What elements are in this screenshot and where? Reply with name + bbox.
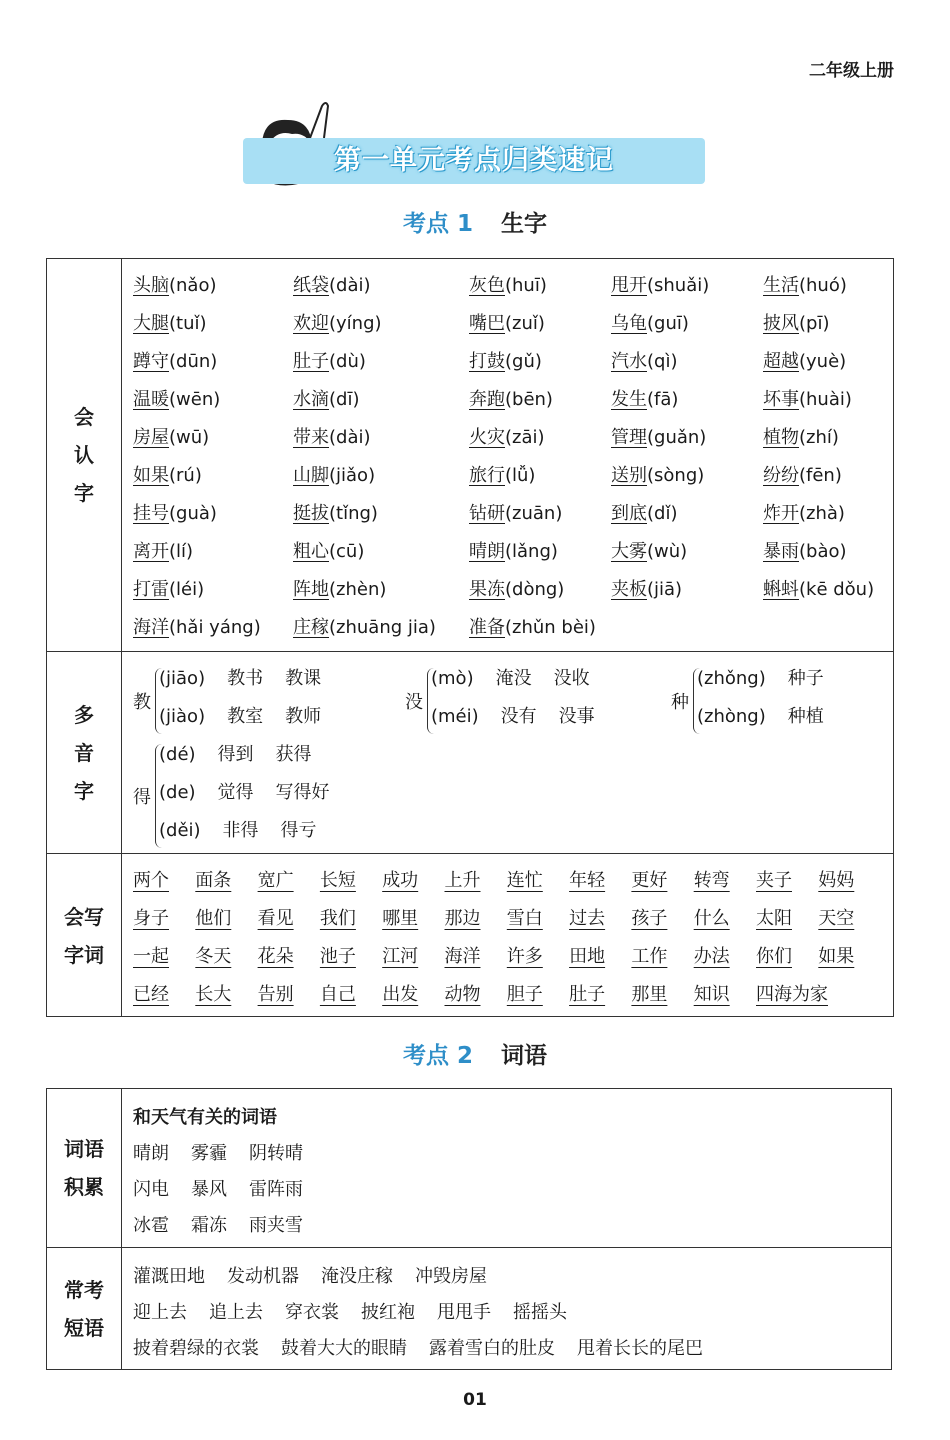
polyphone-pinyin: (dé) xyxy=(159,744,196,765)
recognize-word-cell xyxy=(763,423,839,449)
write-word: 已经 xyxy=(133,984,169,1005)
recognize-word: 夹板 xyxy=(611,579,647,600)
section-2-title xyxy=(0,1037,950,1070)
recognize-pinyin: (zuǐ) xyxy=(505,313,545,334)
recognize-word-cell xyxy=(763,537,847,563)
recognize-word: 晴朗 xyxy=(469,541,505,562)
recognize-word: 挺拔 xyxy=(293,503,329,524)
section-2-text: 词语 xyxy=(501,1043,547,1069)
phrase-item: 灌溉田地 xyxy=(133,1266,205,1287)
polyphone-row xyxy=(47,651,893,854)
recognize-word-cell xyxy=(293,537,364,563)
write-word: 宽广 xyxy=(257,870,294,891)
recognize-word-cell xyxy=(763,499,845,525)
recognize-word: 庄稼 xyxy=(293,617,329,638)
write-word: 冬天 xyxy=(195,946,232,967)
recognize-word-cell xyxy=(469,271,547,297)
polyphone-line xyxy=(159,816,339,842)
write-word: 自己 xyxy=(319,984,356,1005)
recognize-word-cell xyxy=(133,309,207,335)
write-word: 太阳 xyxy=(756,908,792,929)
recognize-word: 如果 xyxy=(133,465,169,486)
characters-table xyxy=(46,258,894,1017)
polyphone-word: 淹没 xyxy=(495,668,532,689)
recognize-word: 粗心 xyxy=(293,541,329,562)
write-row xyxy=(47,853,893,1017)
write-word: 转弯 xyxy=(693,870,730,891)
phrase-line xyxy=(133,1262,509,1288)
polyphone-label: 多 音 字 xyxy=(47,652,122,854)
recognize-pinyin: (fā) xyxy=(647,389,679,410)
write-word: 告别 xyxy=(257,984,294,1005)
polyphone-word: 教师 xyxy=(285,706,322,727)
polyphone-char: 没 xyxy=(405,692,423,713)
recognize-word-cell xyxy=(611,347,677,373)
recognize-pinyin: (lǚ) xyxy=(505,465,536,486)
recognize-word: 离开 xyxy=(133,541,169,562)
recognize-word-cell xyxy=(469,309,545,335)
write-word: 两个 xyxy=(133,870,169,891)
recognize-word: 打鼓 xyxy=(469,351,505,372)
polyphone-word: 得到 xyxy=(217,744,254,765)
unit-title-banner: 第一单元考点归类速记 xyxy=(243,138,705,184)
polyphone-line xyxy=(159,702,343,728)
write-word: 他们 xyxy=(195,908,232,929)
recognize-pinyin: (léi) xyxy=(169,579,205,600)
polyphone-pinyin: (zhòng) xyxy=(697,706,766,727)
recognize-word-cell xyxy=(611,423,706,449)
polyphone-line xyxy=(697,702,846,728)
recognize-word-cell xyxy=(133,499,217,525)
recognize-word-cell xyxy=(763,309,829,335)
recognize-word: 山脚 xyxy=(293,465,329,486)
write-word: 海洋 xyxy=(444,946,481,967)
vocab-word: 雷阵雨 xyxy=(249,1179,303,1200)
recognize-word-cell xyxy=(293,613,436,639)
phrases-row xyxy=(47,1247,891,1370)
polyphone-word: 没有 xyxy=(500,706,537,727)
write-word: 天空 xyxy=(818,908,855,929)
recognize-word: 大腿 xyxy=(133,313,169,334)
write-word: 工作 xyxy=(631,946,668,967)
recognize-word-cell xyxy=(133,271,217,297)
polyphone-word: 种植 xyxy=(787,706,824,727)
write-word: 胆子 xyxy=(506,984,543,1005)
write-word: 池子 xyxy=(319,946,356,967)
recognize-word-cell xyxy=(133,575,204,601)
recognize-pinyin: (yíng) xyxy=(329,313,382,334)
recognize-word-cell xyxy=(611,461,704,487)
phrase-line xyxy=(133,1298,589,1324)
recognize-word: 生活 xyxy=(763,275,799,296)
polyphone-word: 得亏 xyxy=(280,820,317,841)
recognize-word: 海洋 xyxy=(133,617,169,638)
recognize-pinyin: (bào) xyxy=(799,541,847,562)
recognize-word-cell xyxy=(293,309,382,335)
recognize-word-cell xyxy=(611,537,687,563)
recognize-pinyin: (huī) xyxy=(505,275,547,296)
recognize-word: 蹲守 xyxy=(133,351,169,372)
recognize-word-cell xyxy=(133,613,261,639)
recognize-pinyin: (zhí) xyxy=(799,427,839,448)
recognize-word: 欢迎 xyxy=(293,313,329,334)
recognize-word: 钻研 xyxy=(469,503,505,524)
polyphone-line xyxy=(431,664,612,690)
recognize-pinyin: (guī) xyxy=(647,313,689,334)
polyphone-pinyin: (de) xyxy=(159,782,196,803)
recognize-word-cell xyxy=(293,347,366,373)
polyphone-char: 得 xyxy=(133,787,151,808)
recognize-pinyin: (wù) xyxy=(647,541,688,562)
recognize-word-cell xyxy=(293,499,378,525)
recognize-word: 旅行 xyxy=(469,465,505,486)
recognize-word: 蝌蚪 xyxy=(763,579,799,600)
vocab-word: 阴转晴 xyxy=(249,1143,303,1164)
recognize-word: 水滴 xyxy=(293,389,329,410)
recognize-pinyin: (jiā) xyxy=(647,579,683,600)
vocab-word: 冰雹 xyxy=(133,1215,169,1236)
write-word: 看见 xyxy=(257,908,294,929)
recognize-word-cell xyxy=(469,613,596,639)
recognize-row xyxy=(47,259,893,651)
recognize-word-cell xyxy=(133,347,217,373)
write-word: 雪白 xyxy=(506,908,543,929)
recognize-word: 到底 xyxy=(611,503,647,524)
polyphone-pinyin: (jiào) xyxy=(159,706,206,727)
page-number: 01 xyxy=(463,1390,487,1410)
recognize-word: 乌龟 xyxy=(611,313,647,334)
phrase-line xyxy=(133,1334,725,1360)
recognize-pinyin: (cū) xyxy=(329,541,365,562)
recognize-pinyin: (shuǎi) xyxy=(647,275,710,296)
polyphone-line xyxy=(159,778,352,804)
recognize-word: 发生 xyxy=(611,389,647,410)
write-word: 办法 xyxy=(693,946,730,967)
polyphone-word: 非得 xyxy=(222,820,259,841)
phrase-item: 迎上去 xyxy=(133,1302,187,1323)
write-word: 连忙 xyxy=(506,870,543,891)
write-word: 你们 xyxy=(756,946,792,967)
write-label: 会写 字词 xyxy=(47,854,122,1017)
write-word: 四海为家 xyxy=(756,984,828,1005)
vocab-row xyxy=(47,1089,891,1247)
recognize-word: 暴雨 xyxy=(763,541,799,562)
write-word: 哪里 xyxy=(382,908,419,929)
recognize-word: 打雷 xyxy=(133,579,169,600)
recognize-word-cell xyxy=(133,423,209,449)
phrase-item: 鼓着大大的眼睛 xyxy=(281,1338,407,1359)
vocab-label: 词语 积累 xyxy=(47,1089,122,1247)
recognize-word: 披风 xyxy=(763,313,799,334)
write-word: 肚子 xyxy=(569,984,606,1005)
vocab-word: 雨夹雪 xyxy=(249,1215,303,1236)
recognize-word: 嘴巴 xyxy=(469,313,505,334)
write-word: 那里 xyxy=(631,984,668,1005)
recognize-word-cell xyxy=(133,385,220,411)
write-word: 江河 xyxy=(382,946,419,967)
phrases-label: 常考 短语 xyxy=(47,1248,122,1370)
recognize-word: 火灾 xyxy=(469,427,505,448)
vocab-word: 闪电 xyxy=(133,1179,169,1200)
section-1-title xyxy=(0,205,950,238)
recognize-pinyin: (fēn) xyxy=(799,465,842,486)
vocab-line xyxy=(133,1139,325,1165)
write-word: 知识 xyxy=(693,984,730,1005)
recognize-pinyin: (dǐ) xyxy=(647,503,678,524)
recognize-pinyin: (gǔ) xyxy=(505,351,542,372)
polyphone-pinyin: (zhǒng) xyxy=(697,668,766,689)
vocab-heading: 和天气有关的词语 xyxy=(133,1107,277,1128)
write-word: 面条 xyxy=(195,870,232,891)
recognize-word: 大雾 xyxy=(611,541,647,562)
phrase-item: 披红袍 xyxy=(361,1302,415,1323)
recognize-word: 阵地 xyxy=(293,579,329,600)
recognize-word: 温暖 xyxy=(133,389,169,410)
recognize-word: 甩开 xyxy=(611,275,647,296)
recognize-pinyin: (hǎi yáng) xyxy=(169,617,261,638)
recognize-word-cell xyxy=(469,461,535,487)
recognize-word: 灰色 xyxy=(469,275,505,296)
write-word: 孩子 xyxy=(631,908,668,929)
recognize-pinyin: (lǎng) xyxy=(505,541,558,562)
polyphone-word: 教课 xyxy=(285,668,322,689)
recognize-pinyin: (wēn) xyxy=(169,389,221,410)
vocab-line xyxy=(133,1175,325,1201)
recognize-word-cell xyxy=(611,385,678,411)
recognize-word: 果冻 xyxy=(469,579,505,600)
recognize-word: 纸袋 xyxy=(293,275,329,296)
recognize-pinyin: (zhèn) xyxy=(329,579,387,600)
polyphone-char: 教 xyxy=(133,692,151,713)
recognize-word-cell xyxy=(611,309,689,335)
phrase-item: 露着雪白的肚皮 xyxy=(429,1338,555,1359)
recognize-word-cell xyxy=(293,461,375,487)
recognize-word-cell xyxy=(469,499,562,525)
phrase-item: 穿衣裳 xyxy=(285,1302,339,1323)
polyphone-pinyin: (mò) xyxy=(431,668,474,689)
write-word: 许多 xyxy=(506,946,543,967)
polyphone-pinyin: (děi) xyxy=(159,820,201,841)
recognize-pinyin: (bēn) xyxy=(505,389,553,410)
recognize-word-cell xyxy=(469,385,553,411)
polyphone-line xyxy=(159,664,343,690)
recognize-pinyin: (huài) xyxy=(799,389,852,410)
vocab-word: 雾霾 xyxy=(191,1143,227,1164)
phrase-item: 淹没庄稼 xyxy=(321,1266,393,1287)
recognize-word-cell xyxy=(293,423,371,449)
recognize-pinyin: (zhà) xyxy=(799,503,845,524)
write-word: 身子 xyxy=(133,908,169,929)
phrase-item: 摇摇头 xyxy=(513,1302,567,1323)
polyphone-word: 教室 xyxy=(227,706,264,727)
recognize-word-cell xyxy=(133,537,193,563)
recognize-pinyin: (jiǎo) xyxy=(329,465,376,486)
recognize-word-cell xyxy=(763,271,847,297)
vocab-word: 晴朗 xyxy=(133,1143,169,1164)
recognize-word-cell xyxy=(293,385,359,411)
write-word: 上升 xyxy=(444,870,481,891)
write-word: 年轻 xyxy=(569,870,606,891)
recognize-word: 奔跑 xyxy=(469,389,505,410)
recognize-pinyin: (tuǐ) xyxy=(169,313,207,334)
recognize-pinyin: (zhuāng jia) xyxy=(329,617,436,638)
polyphone-line xyxy=(431,702,617,728)
polyphone-word: 获得 xyxy=(275,744,312,765)
recognize-pinyin: (zāi) xyxy=(505,427,545,448)
recognize-pinyin: (lí) xyxy=(169,541,194,562)
polyphone-word: 写得好 xyxy=(275,782,330,803)
polyphone-word: 教书 xyxy=(227,668,264,689)
recognize-pinyin: (guǎn) xyxy=(647,427,707,448)
recognize-pinyin: (dù) xyxy=(329,351,366,372)
recognize-word: 带来 xyxy=(293,427,329,448)
polyphone-pinyin: (jiāo) xyxy=(159,668,206,689)
recognize-pinyin: (dài) xyxy=(329,427,371,448)
recognize-pinyin: (zuān) xyxy=(505,503,563,524)
recognize-pinyin: (pī) xyxy=(799,313,830,334)
recognize-word-cell xyxy=(611,499,677,525)
recognize-pinyin: (rú) xyxy=(169,465,202,486)
section-1-text: 生字 xyxy=(501,211,547,237)
recognize-pinyin: (dūn) xyxy=(169,351,218,372)
polyphone-char: 种 xyxy=(671,692,689,713)
recognize-word: 超越 xyxy=(763,351,799,372)
recognize-pinyin: (dòng) xyxy=(505,579,565,600)
vocab-word: 暴风 xyxy=(191,1179,227,1200)
recognize-word: 纷纷 xyxy=(763,465,799,486)
recognize-word: 头脑 xyxy=(133,275,169,296)
phrase-item: 发动机器 xyxy=(227,1266,299,1287)
write-word: 夹子 xyxy=(756,870,792,891)
write-word: 更好 xyxy=(631,870,668,891)
polyphone-word: 没事 xyxy=(558,706,595,727)
write-word: 什么 xyxy=(693,908,730,929)
recognize-pinyin: (tǐng) xyxy=(329,503,378,524)
recognize-pinyin: (dī) xyxy=(329,389,360,410)
polyphone-line xyxy=(697,664,846,690)
recognize-word: 挂号 xyxy=(133,503,169,524)
phrase-item: 披着碧绿的衣裳 xyxy=(133,1338,259,1359)
recognize-word-cell xyxy=(293,271,371,297)
phrase-item: 追上去 xyxy=(209,1302,263,1323)
recognize-word-cell xyxy=(469,575,564,601)
phrase-item: 甩甩手 xyxy=(437,1302,491,1323)
grade-label: 二年级上册 xyxy=(809,61,894,81)
phrase-item: 冲毁房屋 xyxy=(415,1266,487,1287)
polyphone-word: 觉得 xyxy=(217,782,254,803)
polyphone-word: 种子 xyxy=(787,668,824,689)
recognize-word-cell xyxy=(763,461,842,487)
recognize-pinyin: (huó) xyxy=(799,275,847,296)
recognize-word: 炸开 xyxy=(763,503,799,524)
recognize-pinyin: (qì) xyxy=(647,351,678,372)
write-word: 成功 xyxy=(382,870,419,891)
section-2-number: 考点 2 xyxy=(402,1043,473,1069)
recognize-pinyin: (yuè) xyxy=(799,351,847,372)
recognize-word: 送别 xyxy=(611,465,647,486)
recognize-word: 准备 xyxy=(469,617,505,638)
recognize-pinyin: (dài) xyxy=(329,275,371,296)
recognize-pinyin: (wū) xyxy=(169,427,210,448)
recognize-word: 房屋 xyxy=(133,427,169,448)
write-word: 长短 xyxy=(319,870,356,891)
recognize-word-cell xyxy=(133,461,202,487)
section-1-number: 考点 1 xyxy=(402,211,473,237)
recognize-pinyin: (kē dǒu) xyxy=(799,579,875,600)
recognize-pinyin: (guà) xyxy=(169,503,217,524)
write-word: 出发 xyxy=(382,984,419,1005)
write-word: 长大 xyxy=(195,984,232,1005)
write-word: 一起 xyxy=(133,946,169,967)
write-word: 妈妈 xyxy=(818,870,855,891)
write-word: 花朵 xyxy=(257,946,294,967)
recognize-pinyin: (zhǔn bèi) xyxy=(505,617,596,638)
recognize-word-cell xyxy=(469,537,558,563)
recognize-word-cell xyxy=(763,575,874,601)
recognize-word: 管理 xyxy=(611,427,647,448)
write-word: 过去 xyxy=(569,908,606,929)
write-word: 如果 xyxy=(818,946,855,967)
recognize-word-cell xyxy=(611,271,709,297)
recognize-pinyin: (sòng) xyxy=(647,465,705,486)
polyphone-word: 没收 xyxy=(553,668,590,689)
recognize-pinyin: (nǎo) xyxy=(169,275,217,296)
polyphone-line xyxy=(159,740,334,766)
vocabulary-table xyxy=(46,1088,892,1370)
recognize-word-cell xyxy=(293,575,386,601)
phrase-item: 甩着长长的尾巴 xyxy=(577,1338,703,1359)
recognize-word-cell xyxy=(611,575,682,601)
write-word: 我们 xyxy=(319,908,356,929)
recognize-word-cell xyxy=(469,423,545,449)
recognize-word: 肚子 xyxy=(293,351,329,372)
recognize-word: 植物 xyxy=(763,427,799,448)
write-word: 那边 xyxy=(444,908,481,929)
polyphone-pinyin: (méi) xyxy=(431,706,479,727)
vocab-line xyxy=(133,1211,325,1237)
write-word: 动物 xyxy=(444,984,481,1005)
vocab-word: 霜冻 xyxy=(191,1215,227,1236)
recognize-word-cell xyxy=(763,347,846,373)
recognize-word: 汽水 xyxy=(611,351,647,372)
recognize-word-cell xyxy=(763,385,852,411)
write-word: 田地 xyxy=(569,946,606,967)
recognize-word: 坏事 xyxy=(763,389,799,410)
recognize-label: 会 认 字 xyxy=(47,259,122,651)
recognize-word-cell xyxy=(469,347,542,373)
